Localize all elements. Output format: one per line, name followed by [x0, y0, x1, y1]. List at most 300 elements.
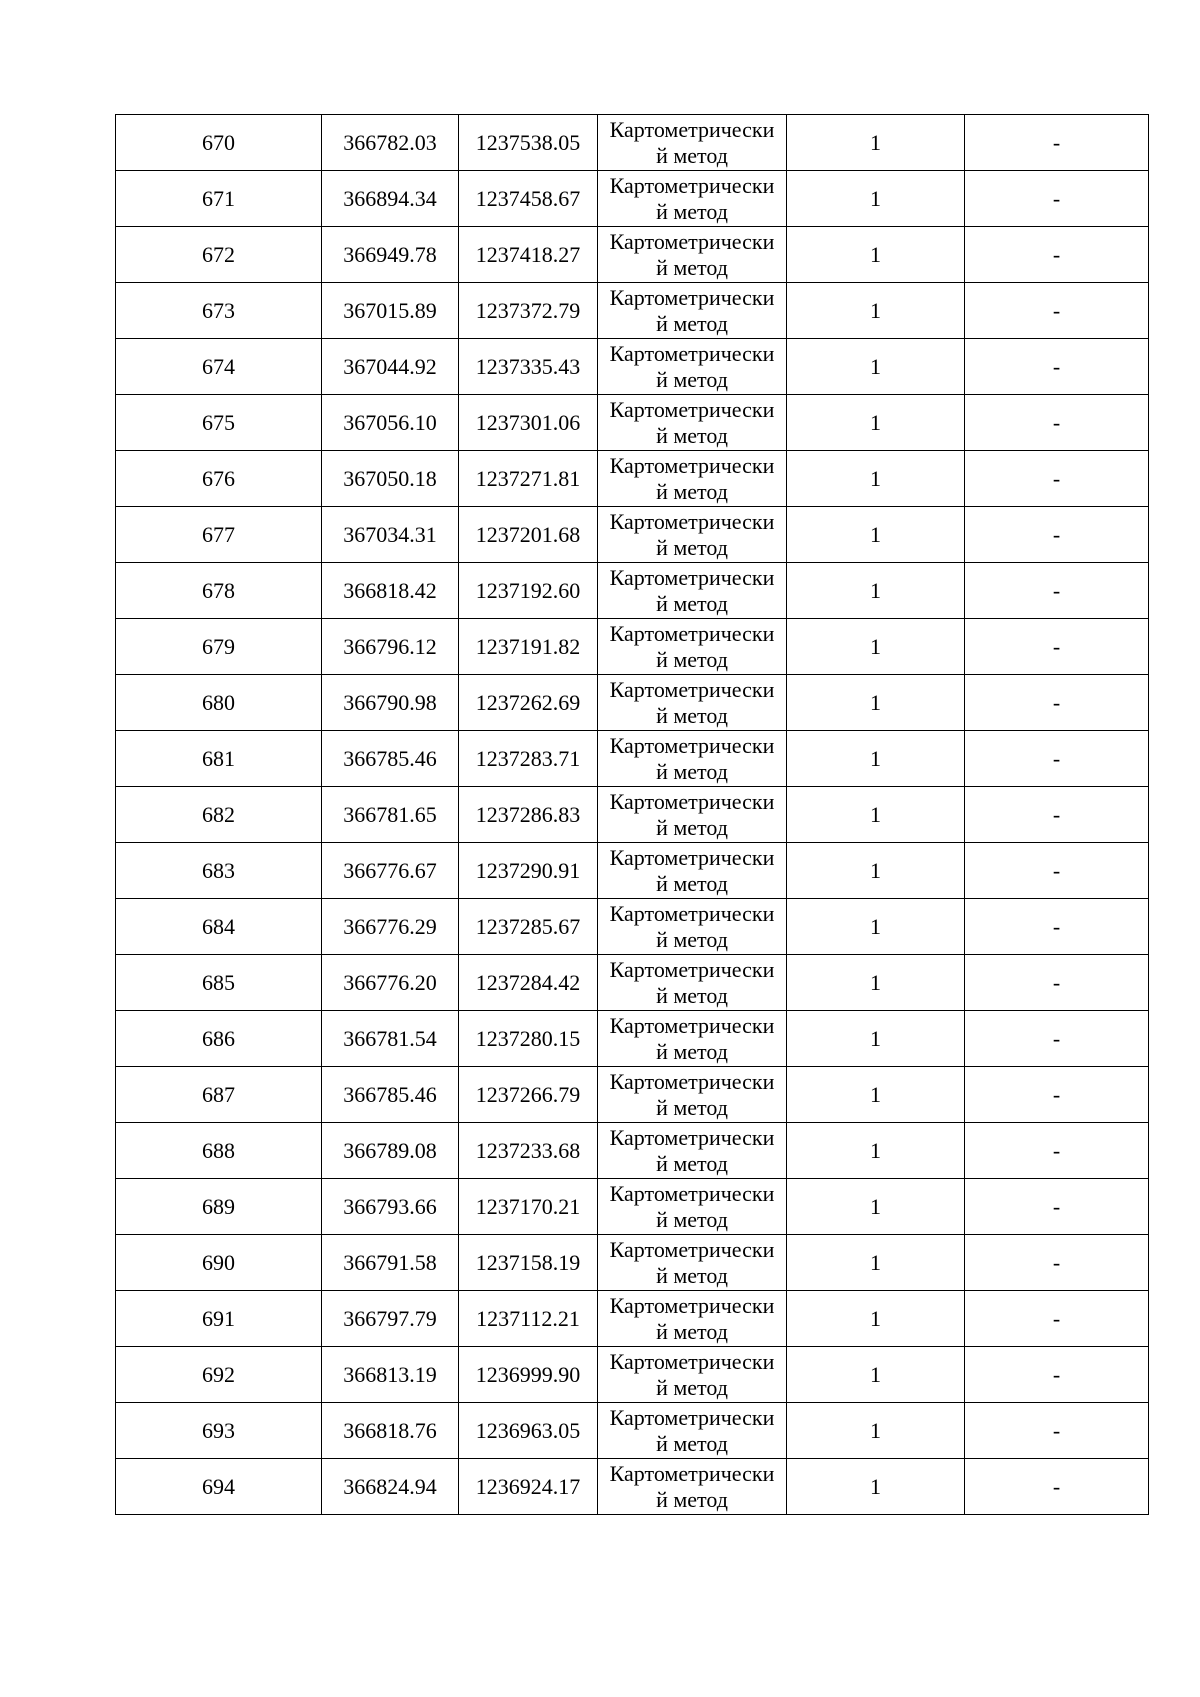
- y-coordinate: 1237283.71: [475, 745, 581, 771]
- method-line-2: й метод: [656, 1486, 728, 1512]
- table-row: [116, 1235, 1149, 1291]
- y-coordinate-cell: [459, 619, 598, 675]
- point-number-cell: [116, 507, 322, 563]
- accuracy-value: 1: [870, 241, 881, 267]
- description-cell: [965, 563, 1149, 619]
- description-value: -: [1052, 185, 1061, 211]
- table-row: [116, 899, 1149, 955]
- accuracy-value: 1: [870, 185, 881, 211]
- y-coordinate-cell: [459, 339, 598, 395]
- x-coordinate: 366949.78: [343, 241, 437, 267]
- accuracy-cell: [787, 339, 965, 395]
- point-number-cell: [116, 1011, 322, 1067]
- y-coordinate: 1237458.67: [475, 185, 581, 211]
- accuracy-value: 1: [870, 465, 881, 491]
- point-number-cell: [116, 843, 322, 899]
- accuracy-cell: [787, 507, 965, 563]
- y-coordinate: 1237335.43: [475, 353, 581, 379]
- method-line-1: Картометрически: [609, 788, 775, 814]
- method-line-1: Картометрически: [609, 1348, 775, 1374]
- point-number: 693: [202, 1417, 235, 1443]
- method-cell: [598, 1459, 787, 1515]
- point-number: 688: [202, 1137, 235, 1163]
- point-number: 677: [202, 521, 235, 547]
- y-coordinate-cell: [459, 1123, 598, 1179]
- description-value: -: [1052, 1081, 1061, 1107]
- description-cell: [965, 451, 1149, 507]
- x-coordinate-cell: [322, 563, 459, 619]
- method-cell: [598, 171, 787, 227]
- table-row: [116, 395, 1149, 451]
- point-number-cell: [116, 563, 322, 619]
- accuracy-cell: [787, 115, 965, 171]
- description-cell: [965, 843, 1149, 899]
- y-coordinate: 1236924.17: [475, 1473, 581, 1499]
- method-line-2: й метод: [656, 422, 728, 448]
- method-line-1: Картометрически: [609, 508, 775, 534]
- point-number: 686: [202, 1025, 235, 1051]
- accuracy-cell: [787, 955, 965, 1011]
- y-coordinate: 1237158.19: [475, 1249, 581, 1275]
- point-number: 691: [202, 1305, 235, 1331]
- table-row: [116, 675, 1149, 731]
- x-coordinate-cell: [322, 283, 459, 339]
- method-line-1: Картометрически: [609, 172, 775, 198]
- method-line-1: Картометрически: [609, 1460, 775, 1486]
- accuracy-cell: [787, 899, 965, 955]
- y-coordinate: 1237418.27: [475, 241, 581, 267]
- x-coordinate-cell: [322, 1011, 459, 1067]
- accuracy-value: 1: [870, 129, 881, 155]
- method-cell: [598, 899, 787, 955]
- accuracy-cell: [787, 1347, 965, 1403]
- table-row: [116, 1067, 1149, 1123]
- y-coordinate: 1237538.05: [475, 129, 581, 155]
- method-line-2: й метод: [656, 198, 728, 224]
- method-cell: [598, 1291, 787, 1347]
- accuracy-value: 1: [870, 409, 881, 435]
- y-coordinate-cell: [459, 115, 598, 171]
- point-number-cell: [116, 899, 322, 955]
- description-cell: [965, 1011, 1149, 1067]
- method-line-1: Картометрически: [609, 228, 775, 254]
- method-line-2: й метод: [656, 1038, 728, 1064]
- description-cell: [965, 619, 1149, 675]
- method-line-2: й метод: [656, 1150, 728, 1176]
- description-value: -: [1052, 353, 1061, 379]
- method-cell: [598, 1179, 787, 1235]
- description-cell: [965, 283, 1149, 339]
- description-value: -: [1052, 409, 1061, 435]
- accuracy-value: 1: [870, 1305, 881, 1331]
- table-row: [116, 843, 1149, 899]
- method-line-2: й метод: [656, 366, 728, 392]
- point-number: 683: [202, 857, 235, 883]
- accuracy-cell: [787, 1123, 965, 1179]
- x-coordinate: 366776.29: [343, 913, 437, 939]
- method-cell: [598, 283, 787, 339]
- accuracy-cell: [787, 843, 965, 899]
- method-line-2: й метод: [656, 534, 728, 560]
- table-row: [116, 1179, 1149, 1235]
- point-number-cell: [116, 171, 322, 227]
- y-coordinate: 1237192.60: [475, 577, 581, 603]
- x-coordinate: 366781.54: [343, 1025, 437, 1051]
- y-coordinate-cell: [459, 843, 598, 899]
- point-number: 687: [202, 1081, 235, 1107]
- method-cell: [598, 1347, 787, 1403]
- x-coordinate: 366791.58: [343, 1249, 437, 1275]
- table-row: [116, 171, 1149, 227]
- method-line-1: Картометрически: [609, 1124, 775, 1150]
- accuracy-cell: [787, 227, 965, 283]
- accuracy-value: 1: [870, 1361, 881, 1387]
- accuracy-cell: [787, 1459, 965, 1515]
- accuracy-value: 1: [870, 1417, 881, 1443]
- table-row: [116, 1123, 1149, 1179]
- y-coordinate: 1237262.69: [475, 689, 581, 715]
- point-number: 682: [202, 801, 235, 827]
- point-number-cell: [116, 1347, 322, 1403]
- x-coordinate-cell: [322, 1067, 459, 1123]
- description-cell: [965, 227, 1149, 283]
- y-coordinate-cell: [459, 395, 598, 451]
- accuracy-value: 1: [870, 1193, 881, 1219]
- description-cell: [965, 731, 1149, 787]
- accuracy-value: 1: [870, 801, 881, 827]
- y-coordinate-cell: [459, 1347, 598, 1403]
- method-cell: [598, 451, 787, 507]
- accuracy-cell: [787, 171, 965, 227]
- y-coordinate-cell: [459, 171, 598, 227]
- description-value: -: [1052, 521, 1061, 547]
- accuracy-value: 1: [870, 1473, 881, 1499]
- description-cell: [965, 1179, 1149, 1235]
- method-line-1: Картометрически: [609, 844, 775, 870]
- description-value: -: [1052, 465, 1061, 491]
- point-number: 673: [202, 297, 235, 323]
- point-number-cell: [116, 955, 322, 1011]
- method-line-2: й метод: [656, 254, 728, 280]
- description-value: -: [1052, 1417, 1061, 1443]
- method-line-2: й метод: [656, 814, 728, 840]
- accuracy-cell: [787, 451, 965, 507]
- description-cell: [965, 115, 1149, 171]
- method-cell: [598, 395, 787, 451]
- accuracy-cell: [787, 395, 965, 451]
- y-coordinate: 1236999.90: [475, 1361, 581, 1387]
- y-coordinate: 1237271.81: [475, 465, 581, 491]
- description-cell: [965, 787, 1149, 843]
- method-line-1: Картометрически: [609, 284, 775, 310]
- description-cell: [965, 1459, 1149, 1515]
- description-cell: [965, 675, 1149, 731]
- accuracy-cell: [787, 283, 965, 339]
- x-coordinate-cell: [322, 395, 459, 451]
- y-coordinate: 1237285.67: [475, 913, 581, 939]
- method-cell: [598, 339, 787, 395]
- x-coordinate: 366776.67: [343, 857, 437, 883]
- method-line-1: Картометрически: [609, 732, 775, 758]
- table-row: [116, 563, 1149, 619]
- method-cell: [598, 507, 787, 563]
- y-coordinate: 1237191.82: [475, 633, 581, 659]
- y-coordinate-cell: [459, 955, 598, 1011]
- description-value: -: [1052, 913, 1061, 939]
- point-number: 679: [202, 633, 235, 659]
- y-coordinate: 1237170.21: [475, 1193, 581, 1219]
- method-cell: [598, 227, 787, 283]
- point-number: 674: [202, 353, 235, 379]
- method-line-1: Картометрически: [609, 1236, 775, 1262]
- y-coordinate: 1237112.21: [476, 1305, 580, 1331]
- x-coordinate: 366782.03: [343, 129, 437, 155]
- description-value: -: [1052, 745, 1061, 771]
- description-value: -: [1052, 633, 1061, 659]
- method-line-1: Картометрически: [609, 1180, 775, 1206]
- x-coordinate-cell: [322, 1459, 459, 1515]
- x-coordinate: 366797.79: [343, 1305, 437, 1331]
- point-number-cell: [116, 1235, 322, 1291]
- method-line-2: й метод: [656, 1094, 728, 1120]
- description-cell: [965, 507, 1149, 563]
- point-number-cell: [116, 227, 322, 283]
- x-coordinate: 367056.10: [343, 409, 437, 435]
- point-number-cell: [116, 395, 322, 451]
- x-coordinate: 366785.46: [343, 745, 437, 771]
- description-cell: [965, 339, 1149, 395]
- accuracy-value: 1: [870, 521, 881, 547]
- method-cell: [598, 1067, 787, 1123]
- accuracy-cell: [787, 731, 965, 787]
- accuracy-value: 1: [870, 969, 881, 995]
- y-coordinate: 1237201.68: [475, 521, 581, 547]
- point-number: 675: [202, 409, 235, 435]
- point-number: 684: [202, 913, 235, 939]
- method-cell: [598, 1123, 787, 1179]
- x-coordinate-cell: [322, 339, 459, 395]
- table-row: [116, 1347, 1149, 1403]
- method-cell: [598, 115, 787, 171]
- x-coordinate-cell: [322, 843, 459, 899]
- x-coordinate: 367034.31: [343, 521, 437, 547]
- description-value: -: [1052, 241, 1061, 267]
- x-coordinate: 366818.76: [343, 1417, 437, 1443]
- description-value: -: [1052, 1025, 1061, 1051]
- table-row: [116, 283, 1149, 339]
- accuracy-cell: [787, 1011, 965, 1067]
- description-cell: [965, 1235, 1149, 1291]
- coordinates-table: [115, 114, 1149, 1515]
- table-row: [116, 1459, 1149, 1515]
- accuracy-value: 1: [870, 913, 881, 939]
- x-coordinate: 366824.94: [343, 1473, 437, 1499]
- x-coordinate-cell: [322, 619, 459, 675]
- description-value: -: [1052, 1193, 1061, 1219]
- x-coordinate: 366781.65: [343, 801, 437, 827]
- y-coordinate-cell: [459, 451, 598, 507]
- y-coordinate-cell: [459, 1403, 598, 1459]
- description-value: -: [1052, 969, 1061, 995]
- x-coordinate: 366894.34: [343, 185, 437, 211]
- y-coordinate: 1237290.91: [475, 857, 581, 883]
- point-number-cell: [116, 675, 322, 731]
- y-coordinate-cell: [459, 507, 598, 563]
- method-line-2: й метод: [656, 142, 728, 168]
- point-number: 671: [202, 185, 235, 211]
- point-number-cell: [116, 619, 322, 675]
- accuracy-value: 1: [870, 1249, 881, 1275]
- table-row: [116, 227, 1149, 283]
- x-coordinate-cell: [322, 451, 459, 507]
- x-coordinate-cell: [322, 507, 459, 563]
- table-row: [116, 451, 1149, 507]
- x-coordinate-cell: [322, 731, 459, 787]
- y-coordinate-cell: [459, 1011, 598, 1067]
- accuracy-cell: [787, 1235, 965, 1291]
- point-number-cell: [116, 339, 322, 395]
- x-coordinate-cell: [322, 115, 459, 171]
- description-cell: [965, 1123, 1149, 1179]
- x-coordinate-cell: [322, 955, 459, 1011]
- accuracy-value: 1: [870, 1081, 881, 1107]
- method-cell: [598, 955, 787, 1011]
- accuracy-cell: [787, 1179, 965, 1235]
- x-coordinate-cell: [322, 675, 459, 731]
- method-line-2: й метод: [656, 926, 728, 952]
- point-number: 670: [202, 129, 235, 155]
- description-value: -: [1052, 297, 1061, 323]
- accuracy-cell: [787, 675, 965, 731]
- accuracy-value: 1: [870, 745, 881, 771]
- accuracy-value: 1: [870, 1137, 881, 1163]
- method-line-2: й метод: [656, 1318, 728, 1344]
- description-cell: [965, 955, 1149, 1011]
- method-line-1: Картометрически: [609, 340, 775, 366]
- description-cell: [965, 1347, 1149, 1403]
- description-value: -: [1052, 1137, 1061, 1163]
- accuracy-cell: [787, 1291, 965, 1347]
- method-line-2: й метод: [656, 1430, 728, 1456]
- method-line-2: й метод: [656, 758, 728, 784]
- method-line-2: й метод: [656, 590, 728, 616]
- method-line-1: Картометрически: [609, 452, 775, 478]
- table-row: [116, 115, 1149, 171]
- x-coordinate-cell: [322, 1291, 459, 1347]
- accuracy-value: 1: [870, 857, 881, 883]
- accuracy-value: 1: [870, 633, 881, 659]
- y-coordinate-cell: [459, 675, 598, 731]
- method-line-1: Картометрически: [609, 620, 775, 646]
- method-cell: [598, 1235, 787, 1291]
- y-coordinate-cell: [459, 1235, 598, 1291]
- method-cell: [598, 731, 787, 787]
- point-number: 672: [202, 241, 235, 267]
- y-coordinate: 1236963.05: [475, 1417, 581, 1443]
- point-number-cell: [116, 787, 322, 843]
- x-coordinate: 366789.08: [343, 1137, 437, 1163]
- point-number: 680: [202, 689, 235, 715]
- y-coordinate-cell: [459, 1067, 598, 1123]
- description-cell: [965, 171, 1149, 227]
- point-number-cell: [116, 451, 322, 507]
- method-cell: [598, 675, 787, 731]
- x-coordinate: 367050.18: [343, 465, 437, 491]
- method-cell: [598, 619, 787, 675]
- point-number: 692: [202, 1361, 235, 1387]
- method-line-2: й метод: [656, 982, 728, 1008]
- description-cell: [965, 1067, 1149, 1123]
- method-line-2: й метод: [656, 478, 728, 504]
- description-value: -: [1052, 1249, 1061, 1275]
- x-coordinate: 366796.12: [343, 633, 437, 659]
- accuracy-value: 1: [870, 297, 881, 323]
- x-coordinate: 366790.98: [343, 689, 437, 715]
- point-number: 685: [202, 969, 235, 995]
- description-value: -: [1052, 129, 1061, 155]
- method-line-2: й метод: [656, 1206, 728, 1232]
- table-row: [116, 339, 1149, 395]
- point-number-cell: [116, 1123, 322, 1179]
- table-row: [116, 619, 1149, 675]
- method-line-1: Картометрически: [609, 1292, 775, 1318]
- accuracy-value: 1: [870, 577, 881, 603]
- description-cell: [965, 1403, 1149, 1459]
- method-line-1: Картометрически: [609, 1068, 775, 1094]
- description-value: -: [1052, 577, 1061, 603]
- description-value: -: [1052, 1305, 1061, 1331]
- description-value: -: [1052, 1473, 1061, 1499]
- point-number-cell: [116, 1067, 322, 1123]
- table-row: [116, 955, 1149, 1011]
- y-coordinate-cell: [459, 787, 598, 843]
- accuracy-value: 1: [870, 1025, 881, 1051]
- table-row: [116, 1291, 1149, 1347]
- method-line-1: Картометрически: [609, 116, 775, 142]
- y-coordinate-cell: [459, 1459, 598, 1515]
- x-coordinate-cell: [322, 1179, 459, 1235]
- accuracy-cell: [787, 619, 965, 675]
- method-cell: [598, 787, 787, 843]
- y-coordinate-cell: [459, 283, 598, 339]
- y-coordinate-cell: [459, 731, 598, 787]
- accuracy-value: 1: [870, 353, 881, 379]
- description-value: -: [1052, 857, 1061, 883]
- method-line-2: й метод: [656, 1262, 728, 1288]
- x-coordinate: 366813.19: [343, 1361, 437, 1387]
- description-cell: [965, 395, 1149, 451]
- point-number: 678: [202, 577, 235, 603]
- x-coordinate-cell: [322, 787, 459, 843]
- x-coordinate-cell: [322, 171, 459, 227]
- table-row: [116, 731, 1149, 787]
- table-row: [116, 787, 1149, 843]
- point-number: 689: [202, 1193, 235, 1219]
- y-coordinate: 1237301.06: [475, 409, 581, 435]
- method-cell: [598, 1403, 787, 1459]
- method-line-2: й метод: [656, 1374, 728, 1400]
- x-coordinate-cell: [322, 1123, 459, 1179]
- point-number-cell: [116, 1403, 322, 1459]
- y-coordinate-cell: [459, 899, 598, 955]
- method-line-1: Картометрически: [609, 1012, 775, 1038]
- y-coordinate: 1237280.15: [475, 1025, 581, 1051]
- x-coordinate: 366785.46: [343, 1081, 437, 1107]
- x-coordinate-cell: [322, 899, 459, 955]
- method-line-1: Картометрически: [609, 564, 775, 590]
- description-cell: [965, 1291, 1149, 1347]
- description-cell: [965, 899, 1149, 955]
